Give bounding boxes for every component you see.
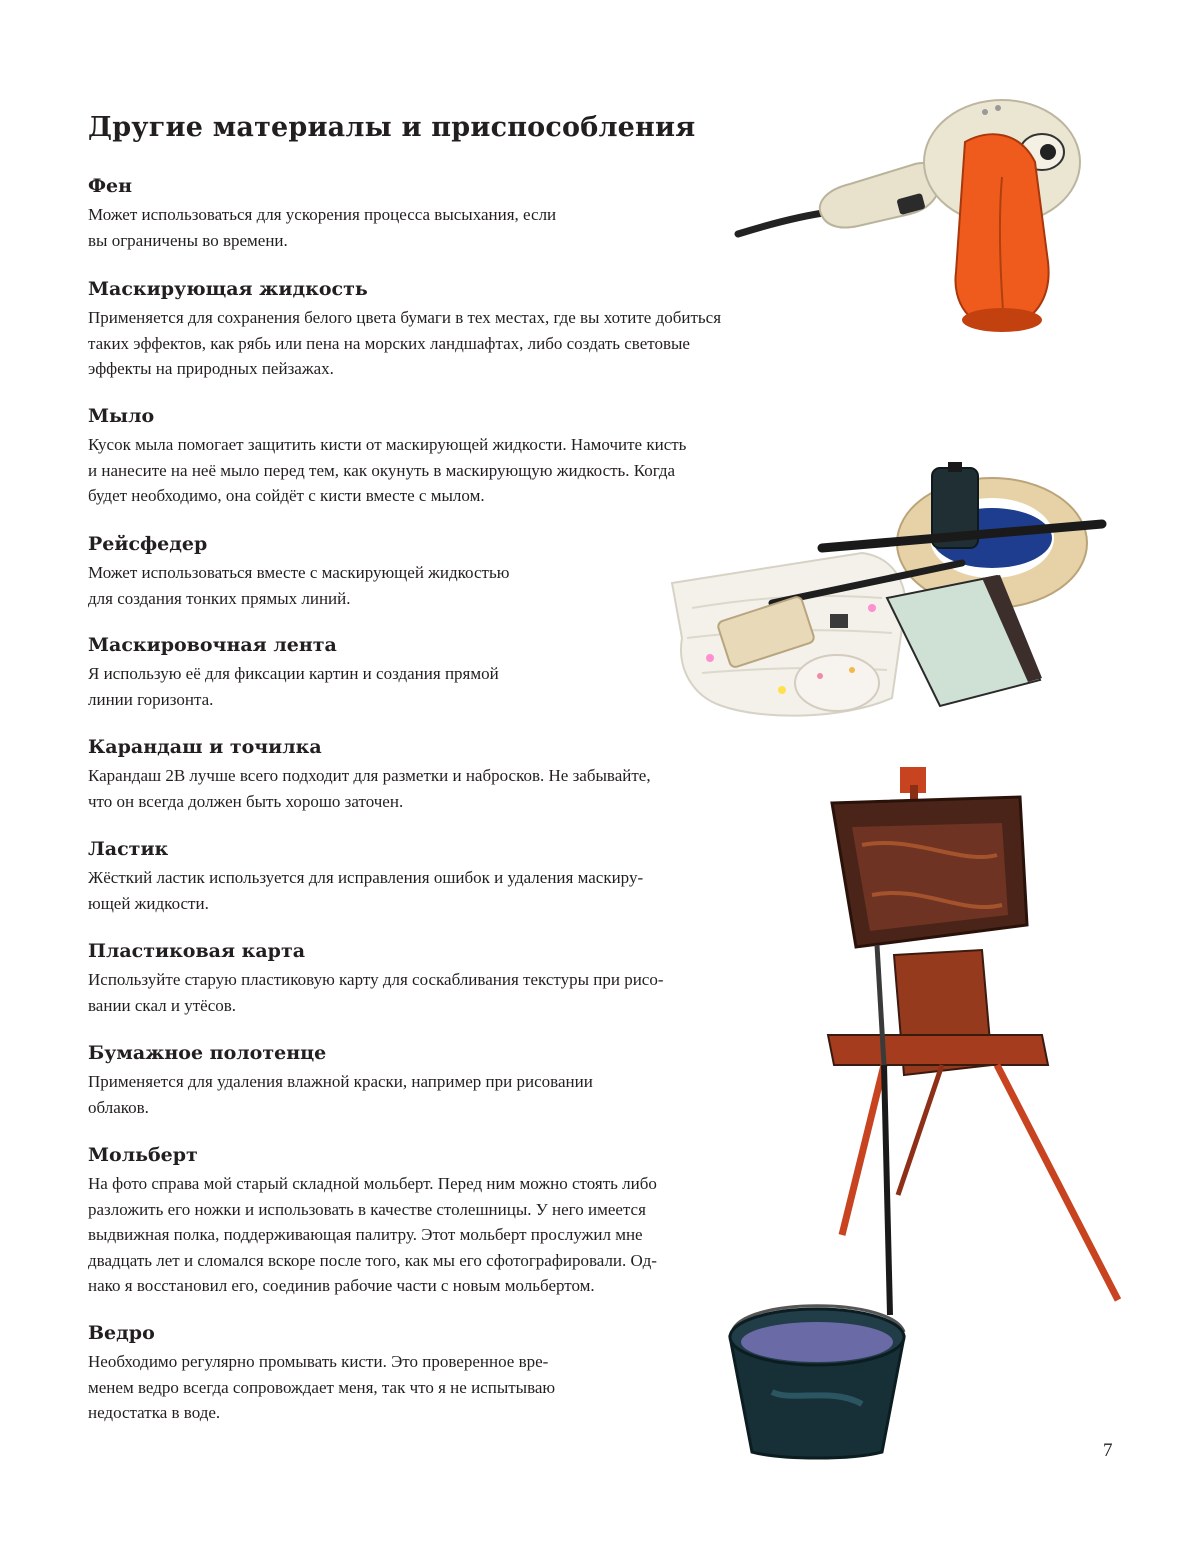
section-pencil-sharpener	[88, 735, 651, 814]
section-masking-tape	[88, 633, 499, 712]
section-heading: Ведро	[88, 1322, 155, 1344]
section-heading: Фен	[88, 175, 133, 197]
easel-image	[822, 765, 1142, 1315]
section-heading: Карандаш и точилка	[88, 736, 322, 758]
section-text: Применяется для удаления влажной краски, например при рисовании облаков.	[88, 1072, 593, 1117]
section-heading: Рейсфедер	[88, 533, 208, 555]
section-ruling-pen	[88, 532, 509, 611]
section-hair-dryer	[88, 174, 556, 253]
section-text: Может использоваться вместе с маскирующей жидкостью для создания тонких прямых линий.	[88, 563, 510, 608]
section-easel	[88, 1143, 657, 1299]
page-number: 7	[1103, 1440, 1113, 1461]
section-eraser	[88, 837, 643, 916]
section-heading: Бумажное полотенце	[88, 1042, 327, 1064]
section-heading: Мольберт	[88, 1144, 198, 1166]
section-text: На фото справа мой старый складной мольберт. Перед ним можно стоять либо разложить его ножки и использовать в качестве столешницы. У него имеется выдвижная полка, поддерживающая палитру. Этот мольберт прослужил мне двадцать лет и сломался вскоре после того, как мы его сфотографировали. Од- нако я восстановил его, соединив рабочие части с новым мольбертом.	[88, 1174, 657, 1295]
page-title: Другие материалы и приспособления	[88, 112, 696, 143]
section-soap	[88, 404, 686, 509]
section-text: Я использую её для фиксации картин и создания прямой линии горизонта.	[88, 664, 499, 709]
section-text: Жёсткий ластик используется для исправления ошибок и удаления маскиру- ющей жидкости.	[88, 868, 644, 913]
section-heading: Мыло	[88, 405, 155, 427]
section-heading: Маскировочная лента	[88, 634, 337, 656]
section-bucket	[88, 1321, 555, 1426]
section-text: Применяется для сохранения белого цвета бумаги в тех местах, где вы хотите добиться таких эффектов, как рябь или пена на морских ландшафтах, либо создать световые эффекты на природных пейзажах.	[88, 308, 722, 378]
section-text: Используйте старую пластиковую карту для соскабливания текстуры при рисо- вании скал и утёсов.	[88, 970, 664, 1015]
section-heading: Маскирующая жидкость	[88, 278, 368, 300]
section-text: Может использоваться для ускорения процесса высыхания, если вы ограничены во времени.	[88, 205, 557, 250]
section-paper-towel	[88, 1041, 593, 1120]
section-heading: Пластиковая карта	[88, 940, 306, 962]
section-plastic-card	[88, 939, 664, 1018]
section-masking-fluid	[88, 277, 721, 382]
section-text: Кусок мыла помогает защитить кисти от маскирующей жидкости. Намочите кисть и нанесите на неё мыло перед тем, как окунуть в маскирующую жидкость. Когда будет необходимо, она сойдёт с кисти вместе с мылом.	[88, 435, 687, 505]
masking-tools-image	[662, 458, 1122, 728]
section-text: Необходимо регулярно промывать кисти. Это проверенное вре- менем ведро всегда сопровождает меня, так что я не испытываю недостатка в воде.	[88, 1352, 556, 1422]
section-text: Карандаш 2B лучше всего подходит для разметки и набросков. Не забывайте, что он всегда должен быть хорошо заточен.	[88, 766, 651, 811]
hair-dryer-image	[730, 92, 1100, 342]
water-bucket-image	[722, 1292, 912, 1462]
section-heading: Ластик	[88, 838, 169, 860]
